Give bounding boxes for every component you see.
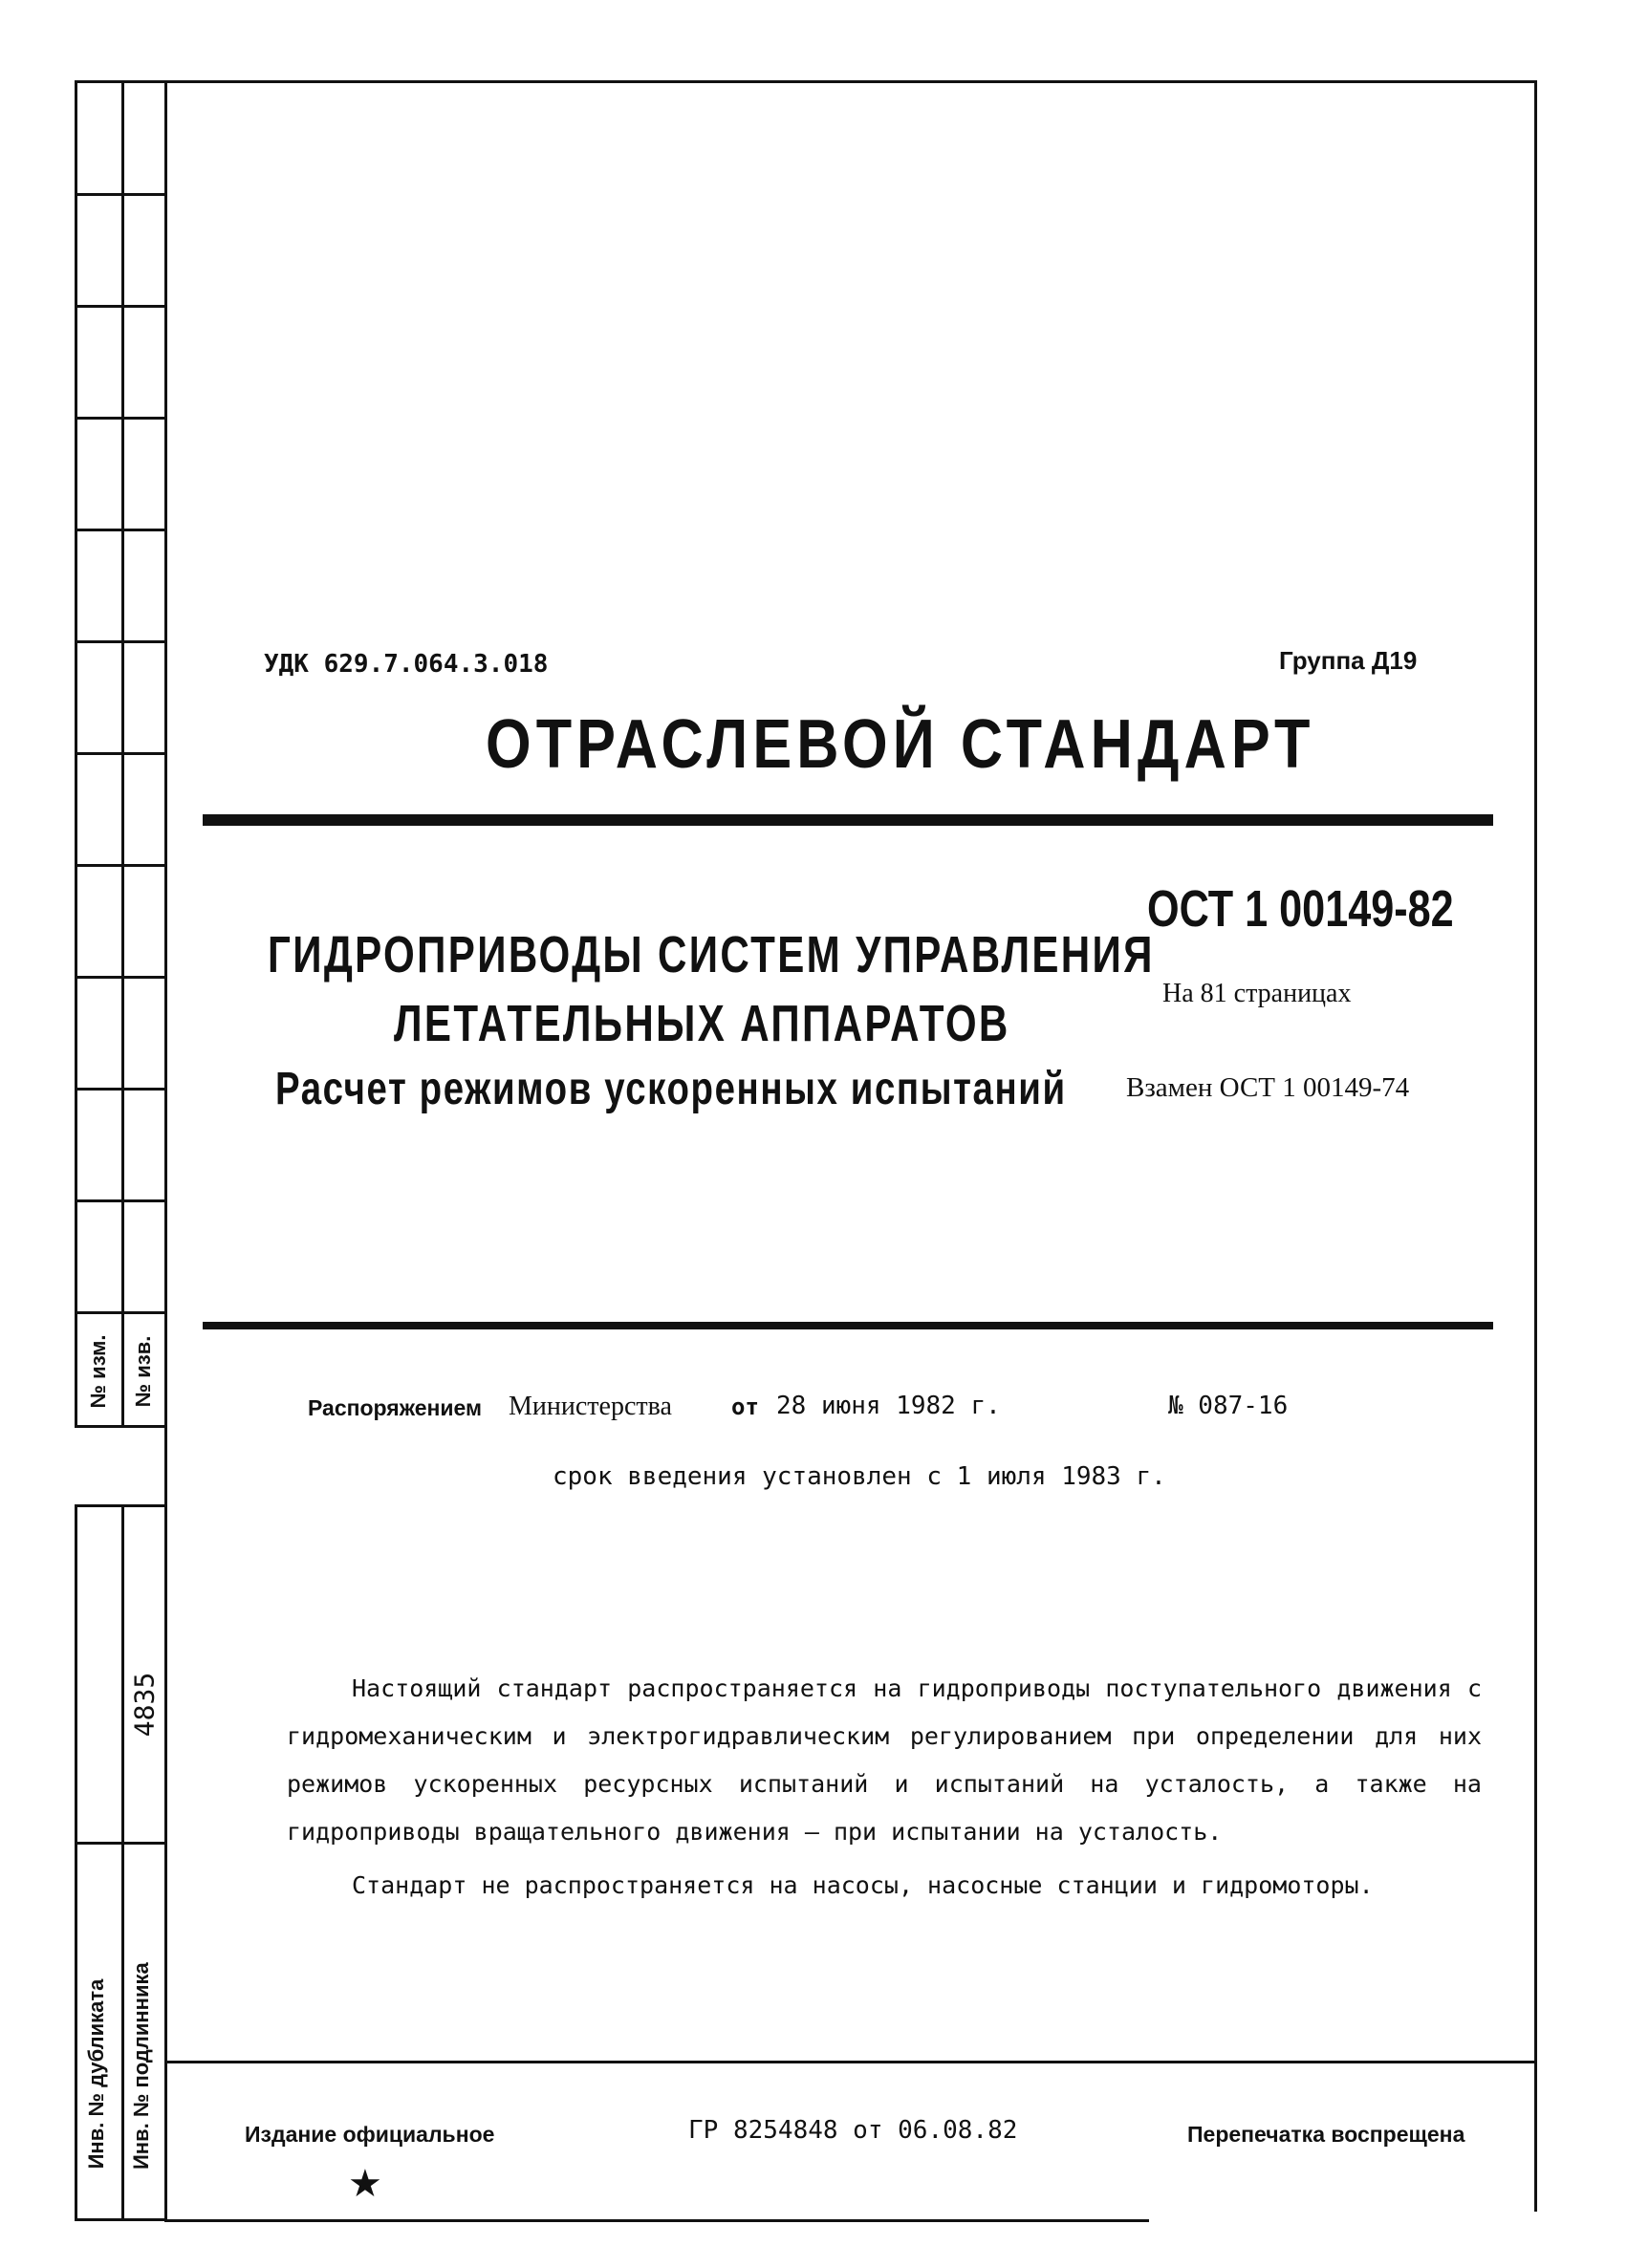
original-inv-label: Инв. № подлинника — [129, 1962, 153, 2170]
subject-line-3: Расчет режимов ускоренных испытаний — [275, 1064, 1067, 1114]
group-code: Группа Д19 — [1279, 646, 1418, 675]
page-count: На 81 страницах — [1162, 979, 1352, 1008]
effective-date: срок введения установлен с 1 июля 1983 г. — [553, 1462, 1166, 1491]
udk-code: УДК 629.7.064.3.018 — [264, 650, 549, 679]
inventory-tick — [77, 1842, 164, 1845]
replaces-standard: Взамен ОСТ 1 00149-74 — [1126, 1072, 1410, 1103]
order-number: № 087-16 — [1168, 1392, 1289, 1420]
scope-paragraph — [287, 1665, 1482, 1856]
frame-bottom — [164, 2219, 1149, 2222]
star-icon: ★ — [348, 2162, 382, 2206]
frame-top — [75, 80, 1537, 83]
official-edition: Издание официальное — [245, 2122, 495, 2147]
inventory-number: 4835 — [128, 1672, 161, 1738]
footer-rule — [164, 2061, 1537, 2063]
revision-strip — [75, 80, 167, 1428]
order-from: от — [731, 1393, 759, 1420]
scope-text: Настоящий стандарт распространяется на гидроприводы поступательного движения с гидромеханическим и электрогидравлическим регулированием при определении для них режимов ускоренных ресурсных испытаний и испытаний на усталость, а также на гидроприводы вращательного движения – при испытании на усталость. — [287, 1674, 1482, 1846]
subject-line-1: ГИДРОПРИВОДЫ СИСТЕМ УПРАВЛЕНИЯ — [268, 926, 1155, 983]
inventory-strip-divider — [121, 1507, 124, 2218]
document-title: ОТРАСЛЕВОЙ СТАНДАРТ — [486, 706, 1315, 783]
subject-line-2: ЛЕТАТЕЛЬНЫХ АППАРАТОВ — [394, 995, 1010, 1052]
exclusion-paragraph — [287, 1862, 1482, 1910]
standard-code: ОСТ 1 00149-82 — [1147, 880, 1454, 938]
inventory-strip — [75, 1504, 167, 2221]
frame-right — [1534, 80, 1537, 2212]
order-prefix: Распоряжением — [308, 1395, 483, 1420]
registration-number: ГР 8254848 от 06.08.82 — [688, 2116, 1018, 2145]
order-ministry: Министерства — [509, 1392, 672, 1421]
reprint-prohibited: Перепечатка воспрещена — [1187, 2122, 1465, 2147]
order-date: 28 июня 1982 г. — [776, 1392, 1001, 1420]
header-rule — [203, 814, 1493, 826]
change-number-label: № изм. — [86, 1334, 110, 1409]
duplicate-inv-label: Инв. № дубликата — [84, 1978, 108, 2170]
exclusion-text: Стандарт не распространяется на насосы, насосные станции и гидромоторы. — [352, 1871, 1374, 1899]
notice-number-label: № изв. — [131, 1335, 155, 1408]
subject-rule — [203, 1322, 1493, 1329]
